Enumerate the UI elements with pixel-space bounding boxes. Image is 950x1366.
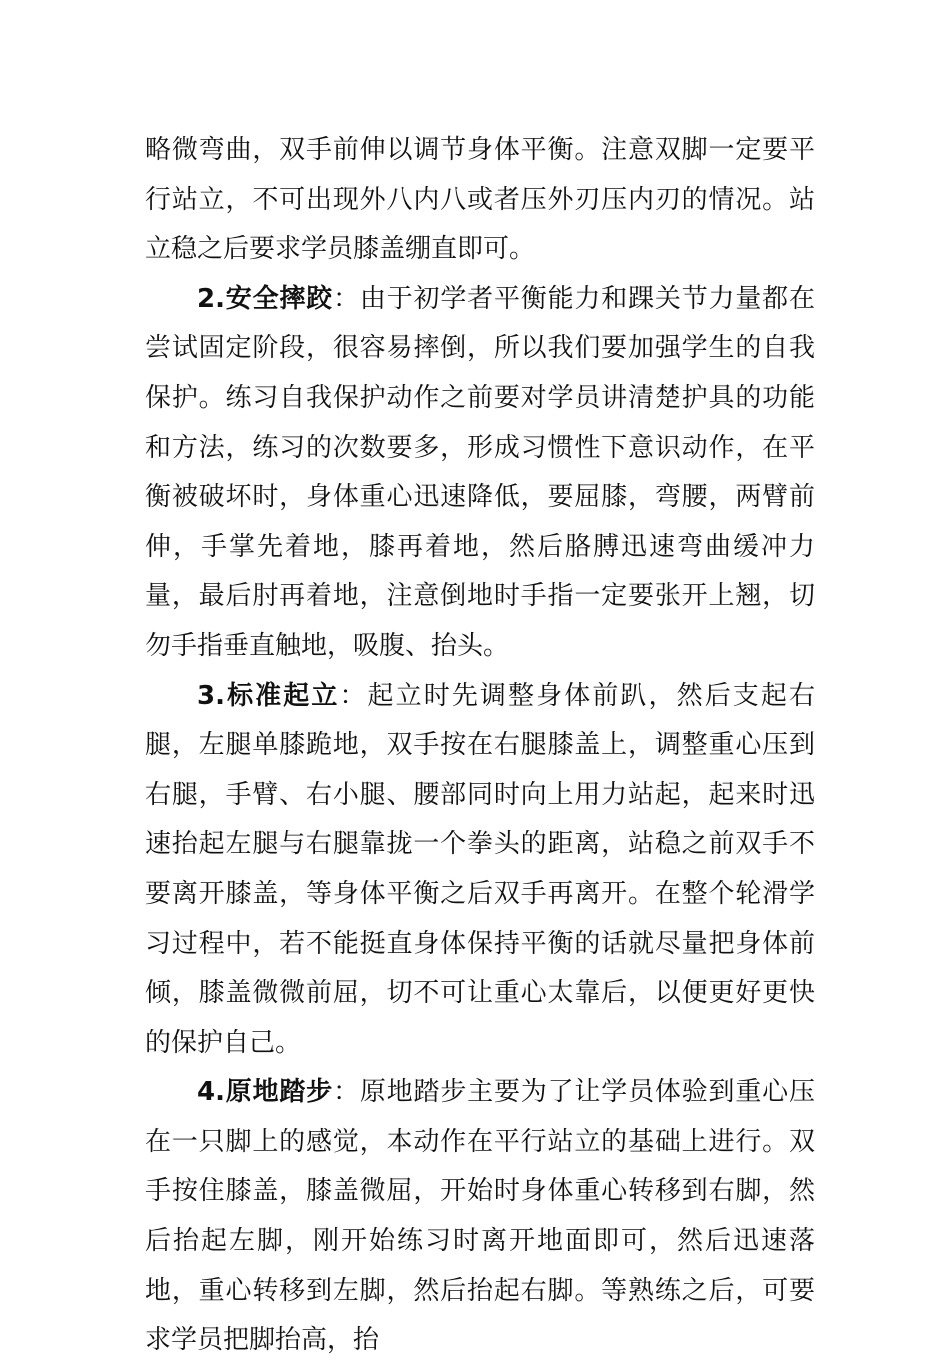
- paragraph-continuation: [145, 126, 815, 275]
- paragraph-stepping-in-place: [145, 1068, 815, 1366]
- paragraph-text: ：原地踏步主要为了让学员体验到重心压在一只脚上的感觉，本动作在平行站立的基础上进行。双手按住膝盖，膝盖微屈，开始时身体重心转移到右脚，然后抬起左脚，刚开始练习时离开地面即可，然后迅速落地，重心转移到左脚，然后抬起右脚。等熟练之后，可要求学员把脚抬高，抬: [145, 1077, 815, 1356]
- paragraph-safe-falling: [145, 275, 815, 672]
- paragraph-text: ：由于初学者平衡能力和踝关节力量都在尝试固定阶段，很容易摔倒，所以我们要加强学生的自我保护。练习自我保护动作之前要对学员讲清楚护具的功能和方法，练习的次数要多，形成习惯性下意识动作，在平衡被破坏时，身体重心迅速降低，要屈膝，弯腰，两臂前伸，手掌先着地，膝再着地，然后胳膊迅速弯曲缓冲力量，最后肘再着地，注意倒地时手指一定要张开上翘，切勿手指垂直触地，吸腹、抬头。: [145, 283, 815, 661]
- paragraph-heading: 4.原地踏步: [197, 1077, 334, 1108]
- paragraph-text: 略微弯曲，双手前伸以调节身体平衡。注意双脚一定要平行站立，不可出现外八内八或者压外刃压内刃的情况。站立稳之后要求学员膝盖绷直即可。: [145, 135, 815, 265]
- paragraph-heading: 3.标准起立: [197, 680, 340, 711]
- paragraph-standard-standing: [145, 672, 815, 1069]
- paragraph-text: ：起立时先调整身体前趴，然后支起右腿，左腿单膝跪地，双手按在右腿膝盖上，调整重心压到右腿，手臂、右小腿、腰部同时向上用力站起，起来时迅速抬起左腿与右腿靠拢一个拳头的距离，站稳之前双手不要离开膝盖，等身体平衡之后双手再离开。在整个轮滑学习过程中，若不能挺直身体保持平衡的话就尽量把身体前倾，膝盖微微前屈，切不可让重心太靠后，以便更好更快的保护自己。: [145, 680, 815, 1058]
- paragraph-heading: 2.安全摔跤: [197, 283, 334, 314]
- body-text: [145, 126, 815, 1366]
